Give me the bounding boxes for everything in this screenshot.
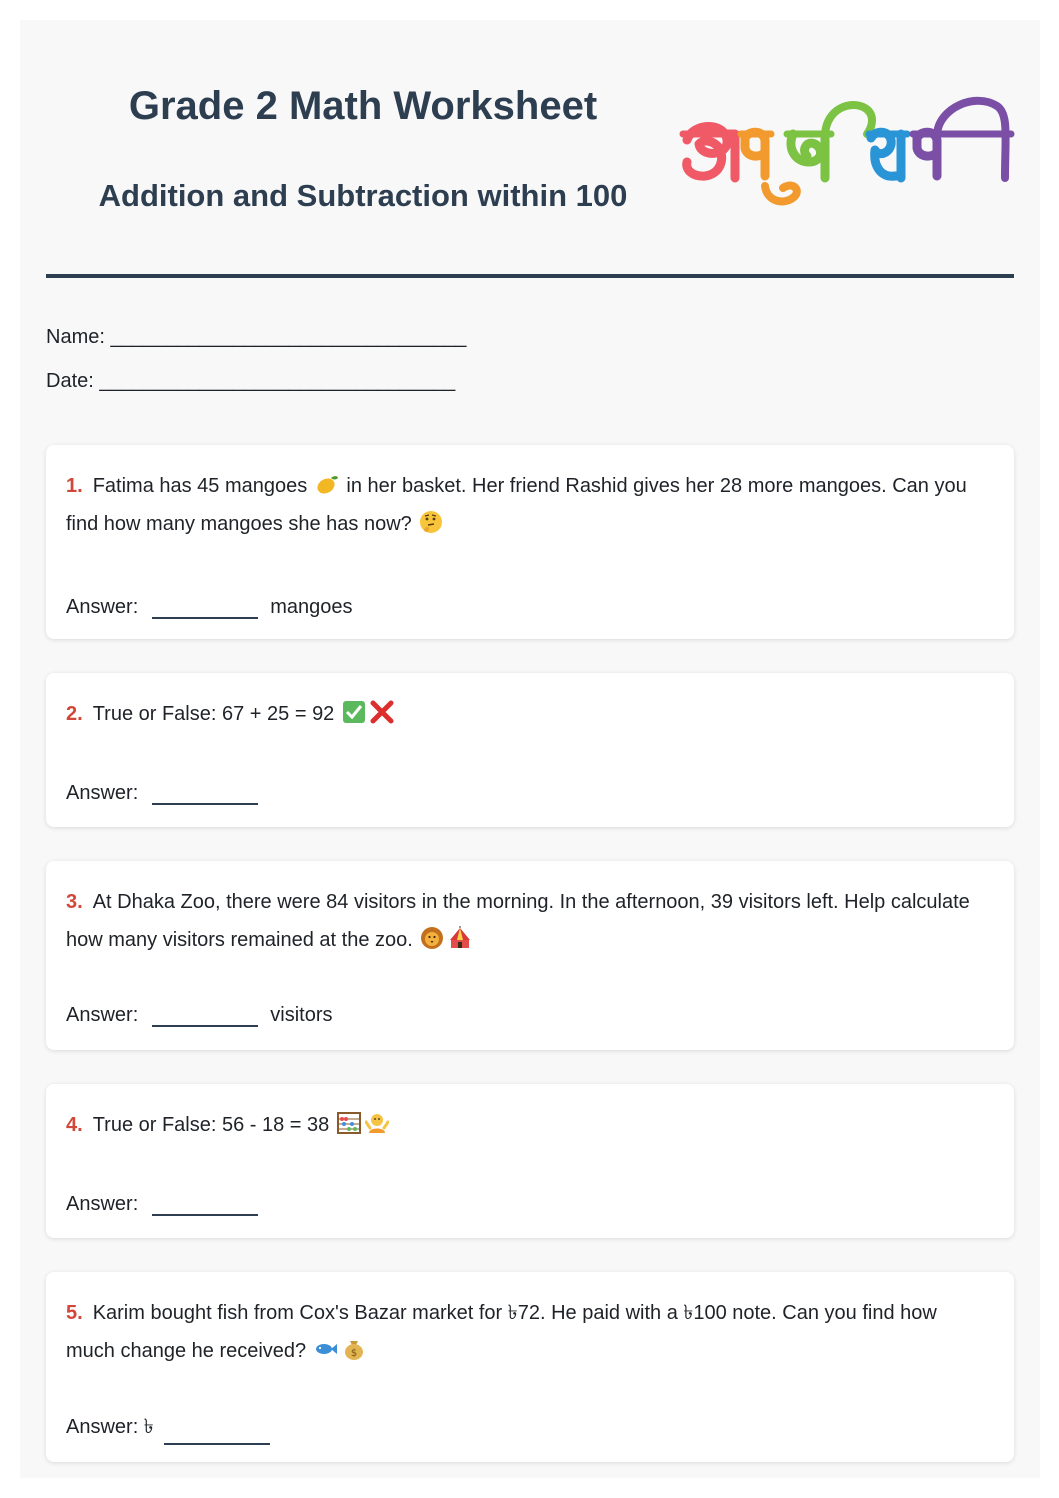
answer-label: Answer: [66,1193,139,1215]
worksheet-title: Grade 2 Math Worksheet [128,84,598,128]
answer-blank[interactable] [152,1001,258,1027]
name-field[interactable]: Name: ________________________________ [46,326,467,348]
question-text: 2. True or False: 67 + 25 = 92 [66,695,986,733]
check-mark-icon [342,700,366,724]
question-number: 4. [66,1114,83,1136]
question-number: 5. [66,1302,83,1324]
question-card-5 [46,1272,1014,1462]
worksheet-header [20,20,1040,270]
fish-icon [314,1337,338,1361]
shrug-icon [365,1111,389,1135]
question-card-4 [46,1084,1014,1238]
header-divider [46,274,1014,278]
answer-label: Answer: ৳ [66,1416,154,1438]
answer-unit: visitors [270,1004,333,1026]
date-field[interactable]: Date: ________________________________ [46,370,456,392]
circus-tent-icon [448,926,472,950]
lion-icon [420,926,444,950]
question-text: 3. At Dhaka Zoo, there were 84 visitors in the morning. In the afternoon, 39 visitors left. Help calculate how many visitors remained at the zoo. [66,891,970,951]
money-bag-icon [342,1337,366,1361]
question-number: 1. [66,475,83,497]
question-card-3 [46,861,1014,1050]
svg-text:$: $ [350,1348,357,1359]
question-number: 3. [66,891,83,913]
answer-blank[interactable] [152,779,258,805]
mango-icon [315,472,339,496]
question-card-1 [46,445,1014,639]
cross-mark-icon [370,700,394,724]
question-card-2 [46,673,1014,827]
answer-unit: mangoes [270,596,353,618]
answer-row [66,1190,270,1216]
answer-label: Answer: [66,1004,139,1026]
answer-label: Answer: [66,782,139,804]
answer-blank[interactable] [152,1190,258,1216]
worksheet-page [20,20,1040,1478]
question-text: 1. Fatima has 45 mangoes in her basket. Her friend Rashid gives her 28 more mangoes. Can you find how many mangoes she has now? [66,467,986,543]
question-number: 2. [66,703,83,725]
abacus-icon [337,1111,361,1135]
answer-label: Answer: [66,596,139,618]
worksheet-subtitle: Addition and Subtraction within 100 [98,178,628,213]
answer-blank[interactable] [152,593,258,619]
answer-row [66,593,353,619]
answer-row [66,1412,282,1445]
question-text: 4. True or False: 56 - 18 = 38 [66,1106,986,1144]
anushiloni-logo [675,78,1020,218]
answer-blank[interactable] [164,1419,270,1445]
answer-row [66,1001,332,1027]
thinking-face-icon [419,510,443,534]
question-text: 5. Karim bought fish from Cox's Bazar market for ৳72. He paid with a ৳100 note. Can you find how much change he received? $ [66,1302,937,1362]
answer-row [66,779,270,805]
